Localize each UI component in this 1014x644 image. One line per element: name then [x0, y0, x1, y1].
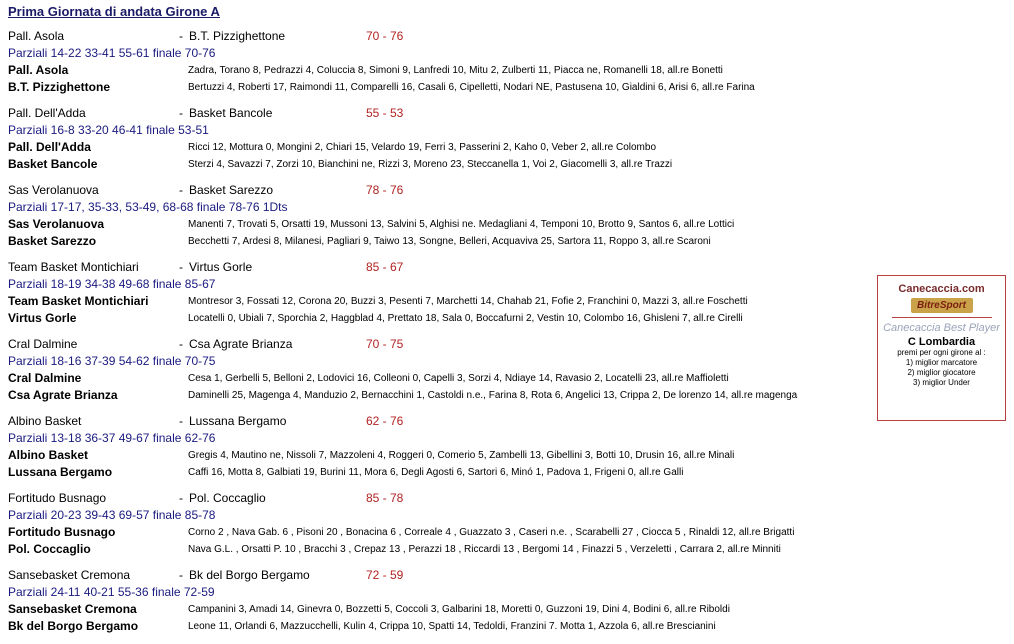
home-team: Cral Dalmine [8, 337, 78, 351]
home-team-label: Fortitudo Busnago [8, 525, 116, 539]
home-players: Campanini 3, Amadi 14, Ginevra 0, Bozzetti 5, Coccoli 3, Galbarini 18, Moretti 0, Guzzoni 19, Dini 4, Bodini 6, all.re Riboldi [188, 604, 730, 615]
home-players: Gregis 4, Mautino ne, Nissoli 7, Mazzoleni 4, Roggeri 0, Comerio 5, Zambelli 13, Gibellini 3, Botti 10, Drusin 16, all.re Minali [188, 450, 735, 461]
away-team: Csa Agrate Brianza [189, 337, 293, 351]
game-block [8, 567, 858, 644]
game-block [8, 28, 858, 105]
away-team-label: Basket Sarezzo [8, 234, 97, 248]
away-team: Virtus Gorle [189, 260, 253, 274]
sponsor-prize-1: 1) miglior marcatore [905, 358, 978, 367]
sponsor-prize-3: 3) miglior Under [913, 378, 970, 387]
game-block [8, 490, 858, 567]
match-dash: - [179, 337, 183, 351]
partial-scores: Parziali 18-16 37-39 54-62 finale 70-75 [8, 354, 216, 368]
home-players: Corno 2 , Nava Gab. 6 , Pisoni 20 , Bonacina 6 , Correale 4 , Guazzato 3 , Caseri n.e. , Scarabelli 27 , Ciocca 5 , Rinaldi 12, all.re Brigatti [188, 527, 795, 538]
home-team-label: Pall. Asola [8, 63, 69, 77]
game-block [8, 259, 858, 336]
match-dash: - [179, 491, 183, 505]
partial-scores: Parziali 18-19 34-38 49-68 finale 85-67 [8, 277, 216, 291]
final-score: 85 - 78 [366, 491, 404, 505]
home-team-label: Team Basket Montichiari [8, 294, 149, 308]
final-score: 55 - 53 [366, 106, 404, 120]
partial-scores: Parziali 14-22 33-41 55-61 finale 70-76 [8, 46, 216, 60]
home-team-label: Albino Basket [8, 448, 89, 462]
away-players: Caffi 16, Motta 8, Galbiati 19, Burini 11, Mora 6, Degli Agosti 6, Sartori 6, Minó 1, Padova 1, Frigeni 0, all.re Galli [188, 467, 684, 478]
partial-scores: Parziali 13-18 36-37 49-67 finale 62-76 [8, 431, 216, 445]
home-team: Fortitudo Busnago [8, 491, 107, 505]
game-block [8, 182, 858, 259]
sponsor-logo: BitreSport [911, 298, 973, 313]
away-team: Pol. Coccaglio [189, 491, 266, 505]
home-team: Pall. Asola [8, 29, 65, 43]
away-team-label: Bk del Borgo Bergamo [8, 619, 139, 633]
home-team: Pall. Dell'Adda [8, 106, 86, 120]
away-team-label: Basket Bancole [8, 157, 98, 171]
sponsor-prize-2: 2) miglior giocatore [907, 368, 976, 377]
home-team-label: Cral Dalmine [8, 371, 82, 385]
home-team: Albino Basket [8, 414, 82, 428]
away-team: Lussana Bergamo [189, 414, 287, 428]
home-players: Ricci 12, Mottura 0, Mongini 2, Chiari 15, Velardo 19, Ferri 3, Passerini 2, Kaho 0, Veber 2, all.re Colombo [188, 142, 657, 153]
page-title: Prima Giornata di andata Girone A [8, 4, 220, 19]
home-players: Zadra, Torano 8, Pedrazzi 4, Coluccia 8, Simoni 9, Lanfredi 10, Mitu 2, Zulberti 11, Piacca ne, Romanelli 18, all.re Bonetti [188, 65, 723, 76]
final-score: 70 - 75 [366, 337, 404, 351]
partial-scores: Parziali 20-23 39-43 69-57 finale 85-78 [8, 508, 216, 522]
away-team-label: Lussana Bergamo [8, 465, 113, 479]
sponsor-prizes [878, 348, 1005, 388]
final-score: 70 - 76 [366, 29, 404, 43]
away-team: B.T. Pizzighettone [189, 29, 286, 43]
away-players: Sterzi 4, Savazzi 7, Zorzi 10, Bianchini ne, Rizzi 3, Moreno 23, Steccanella 1, Voi 2, Giacomelli 3, all.re Trazzi [188, 159, 673, 170]
away-team-label: Csa Agrate Brianza [8, 388, 118, 402]
away-team-label: Virtus Gorle [8, 311, 77, 325]
away-team-label: Pol. Coccaglio [8, 542, 91, 556]
home-players: Montresor 3, Fossati 12, Corona 20, Buzzi 3, Pesenti 7, Marchetti 14, Chahab 21, Fofie 2, Franchini 0, Mazzi 3, all.re Foschetti [188, 296, 748, 307]
away-team: Basket Bancole [189, 106, 273, 120]
match-dash: - [179, 29, 183, 43]
game-block [8, 413, 858, 490]
game-block [8, 105, 858, 182]
match-dash: - [179, 260, 183, 274]
sponsor-divider [892, 317, 992, 318]
away-players: Locatelli 0, Ubiali 7, Sporchia 2, Haggblad 4, Prettato 18, Sala 0, Boccafurni 2, Vestin 10, Colombo 16, Ghisleni 7, all.re Cirelli [188, 313, 743, 324]
home-team-label: Pall. Dell'Adda [8, 140, 91, 154]
away-players: Nava G.L. , Orsatti P. 10 , Bracchi 3 , Crepaz 13 , Perazzi 18 , Riccardi 13 , Bergomi 14 , Finazzi 5 , Verzeletti , Carrara 2, all.re Minniti [188, 544, 781, 555]
partial-scores: Parziali 24-11 40-21 55-36 finale 72-59 [8, 585, 215, 599]
match-dash: - [179, 183, 183, 197]
home-players: Manenti 7, Trovati 5, Orsatti 19, Mussoni 13, Salvini 5, Alghisi ne. Medagliani 4, Temponi 10, Brotto 9, Santos 6, all.re Lottici [188, 219, 735, 230]
home-team-label: Sansebasket Cremona [8, 602, 137, 616]
home-team: Sansebasket Cremona [8, 568, 131, 582]
match-dash: - [179, 414, 183, 428]
match-dash: - [179, 568, 183, 582]
away-players: Leone 11, Orlandi 6, Mazzucchelli, Kulin 4, Crippa 10, Spatti 14, Tedoldi, Franzini 7. Motta 1, Azzola 6, all.re Brescianini [188, 621, 716, 632]
away-team-label: B.T. Pizzighettone [8, 80, 110, 94]
home-players: Cesa 1, Gerbelli 5, Belloni 2, Lodovici 16, Colleoni 0, Capelli 3, Sorzi 4, Ndiaye 14, Ravasio 2, Locatelli 23, all.re Maffioletti [188, 373, 729, 384]
game-block [8, 336, 858, 413]
home-team: Sas Verolanuova [8, 183, 99, 197]
match-dash: - [179, 106, 183, 120]
sponsor-best-player: Canecaccia Best Player [883, 322, 1000, 334]
away-players: Becchetti 7, Ardesi 8, Milanesi, Pagliari 9, Taiwo 13, Songne, Belleri, Acquaviva 25, Sartora 11, Roppo 3, all.re Scaroni [188, 236, 711, 247]
final-score: 72 - 59 [366, 568, 404, 582]
partial-scores: Parziali 17-17, 35-33, 53-49, 68-68 finale 78-76 1Dts [8, 200, 288, 214]
sponsor-region: C Lombardia [907, 336, 976, 348]
home-team-label: Sas Verolanuova [8, 217, 105, 231]
final-score: 78 - 76 [366, 183, 404, 197]
sponsor-prize-intro: premi per ogni girone al : [897, 348, 986, 357]
final-score: 62 - 76 [366, 414, 404, 428]
sponsor-brand: Canecaccia.com [898, 283, 985, 295]
final-score: 85 - 67 [366, 260, 404, 274]
partial-scores: Parziali 16-8 33-20 46-41 finale 53-51 [8, 123, 209, 137]
away-team: Bk del Borgo Bergamo [189, 568, 310, 582]
away-players: Daminelli 25, Magenga 4, Manduzio 2, Bernacchini 1, Castoldi n.e., Farina 8, Rota 6, Angelici 13, Crippa 2, De lorenzo 14, all.re magenga [188, 390, 798, 401]
away-players: Bertuzzi 4, Roberti 17, Raimondi 11, Comparelli 16, Casali 6, Cipelletti, Nodari NE, Pastusena 10, Gialdini 6, Arisi 6, all.re Farina [188, 82, 755, 93]
home-team: Team Basket Montichiari [8, 260, 139, 274]
away-team: Basket Sarezzo [189, 183, 274, 197]
sponsor-box [877, 275, 1006, 421]
